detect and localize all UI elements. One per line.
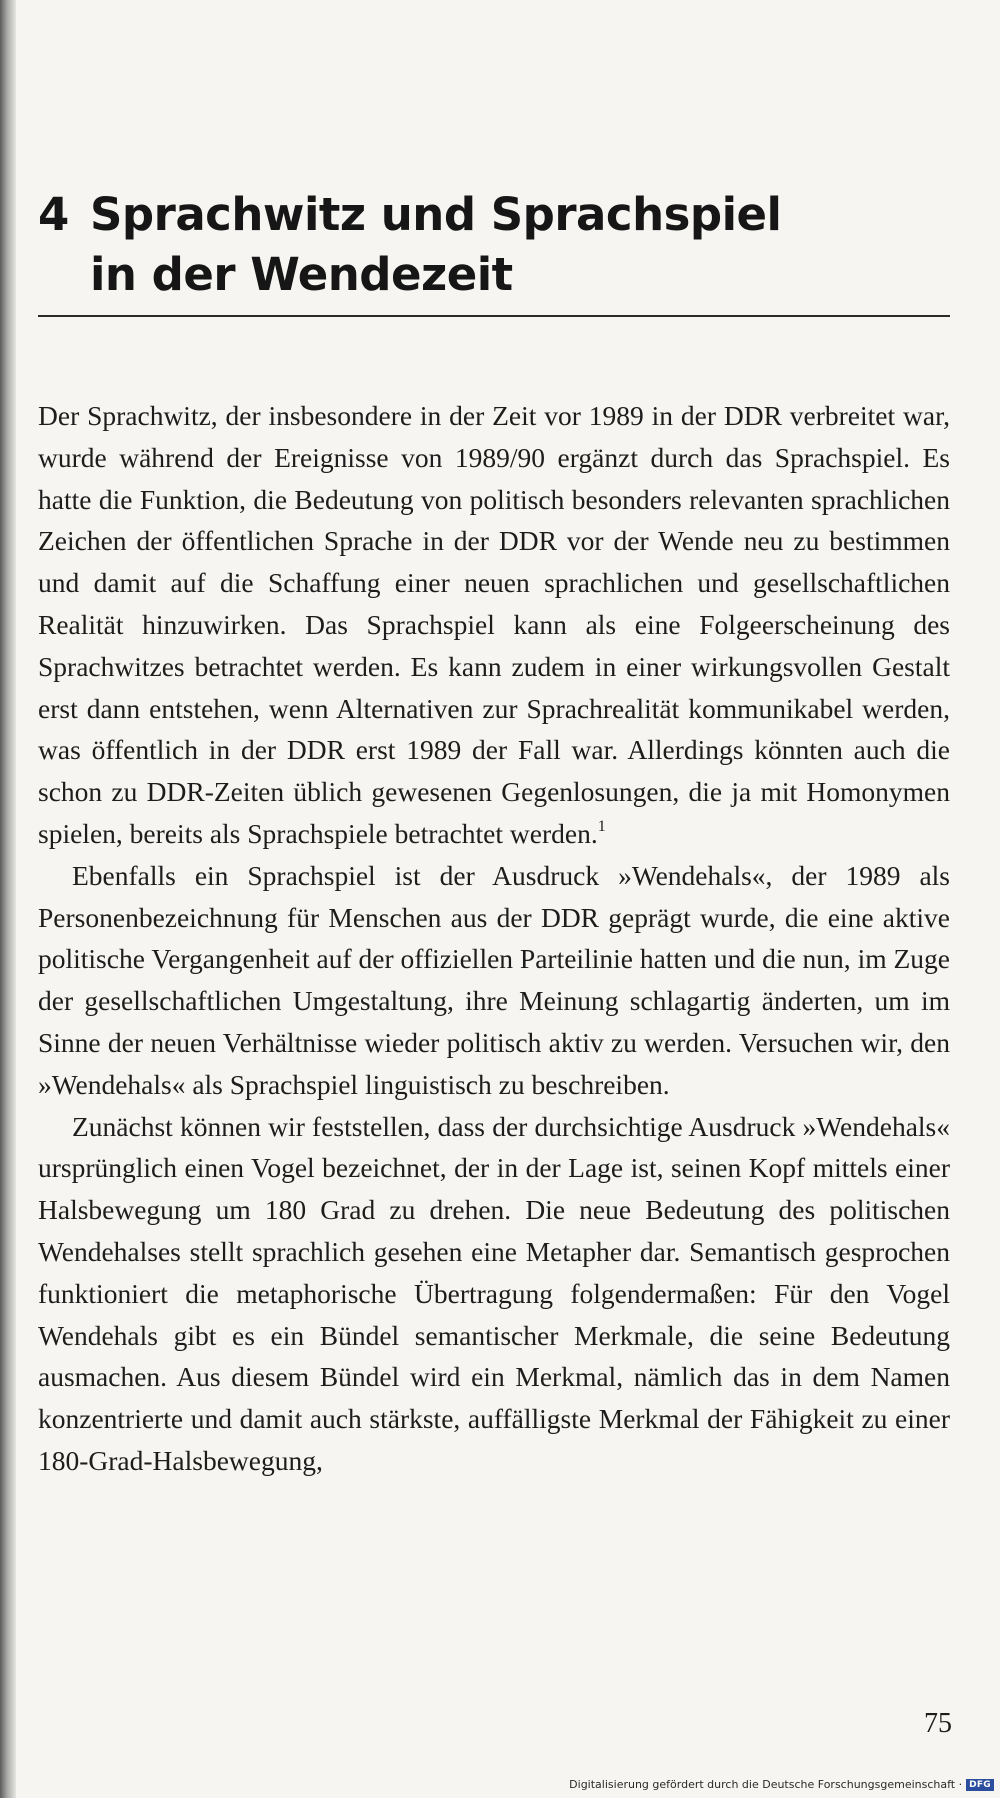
chapter-number: 4 (38, 188, 69, 241)
paragraph-3: Zunächst können wir feststellen, dass der durchsichtige Ausdruck »Wendehals« ursprünglich einen Vogel bezeichnet, der in der Lage ist, seinen Kopf mittels einer Halsbewegung um 180 Grad zu drehen. Die neue Bedeutung des politischen Wendehalses stellt sprachlich gesehen eine Metapher dar. Semantisch gesprochen funktioniert die metaphorische Übertragung folgendermaßen: Für den Vogel Wendehals gibt es ein Bündel semantischer Merkmale, die seine Bedeutung ausmachen. Aus diesem Bündel wird ein Merkmal, nämlich das in dem Namen konzentrierte und damit auch stärkste, auffälligste Merkmal der Fähigkeit zu einer 180-Grad-Halsbewegung, (38, 1110, 950, 1476)
page-number: 75 (924, 1708, 952, 1739)
chapter-title-line-2: in der Wendezeit (90, 248, 513, 301)
heading-rule (38, 315, 950, 317)
chapter-title-line-1: Sprachwitz und Sprachspiel (90, 188, 782, 241)
dfg-logo-icon: DFG (966, 1779, 994, 1791)
digitization-credit (569, 1778, 994, 1791)
credit-text: Digitalisierung gefördert durch die Deutsche Forschungsgemeinschaft · (569, 1778, 963, 1791)
paragraph-1 (38, 395, 950, 855)
binding-shadow (0, 0, 16, 1798)
book-page (38, 185, 950, 1482)
body-text (38, 395, 950, 1482)
paragraph-2: Ebenfalls ein Sprachspiel ist der Ausdruck »Wendehals«, der 1989 als Personenbezeichnung für Menschen aus der DDR geprägt wurde, die eine aktive politische Vergangenheit auf der offiziellen Parteilinie hatten und die nun, im Zuge der gesellschaftlichen Umgestaltung, ihre Meinung schlagartig änderten, um im Sinne der neuen Verhältnisse wieder politisch aktiv zu werden. Versuchen wir, den »Wendehals« als Sprachspiel linguistisch zu beschreiben. (38, 859, 950, 1100)
paragraph-text: Der Sprachwitz, der insbesondere in der Zeit vor 1989 in der DDR verbreitet war, wurde während der Ereignisse von 1989/90 ergänzt durch das Sprachspiel. Es hatte die Funktion, die Bedeutung von politisch besonders relevanten sprachlichen Zeichen der öffentlichen Sprache in der DDR vor der Wende neu zu bestimmen und damit auf die Schaffung einer neuen sprachlichen und gesellschaftlichen Realität hinzuwirken. Das Sprachspiel kann als eine Folgeerscheinung des Sprachwitzes betrachtet werden. Es kann zudem in einer wirkungsvollen Gestalt erst dann entstehen, wenn Alternativen zur Sprachrealität kommunikabel werden, was öffentlich in der DDR erst 1989 der Fall war. Allerdings könnten auch die schon zu DDR-Zeiten üblich gewesenen Gegenlosungen, die ja mit Homonymen spielen, bereits als Sprachspiele betrachtet werden. (38, 400, 950, 849)
chapter-heading (38, 185, 950, 305)
footnote-reference[interactable]: 1 (597, 817, 606, 835)
